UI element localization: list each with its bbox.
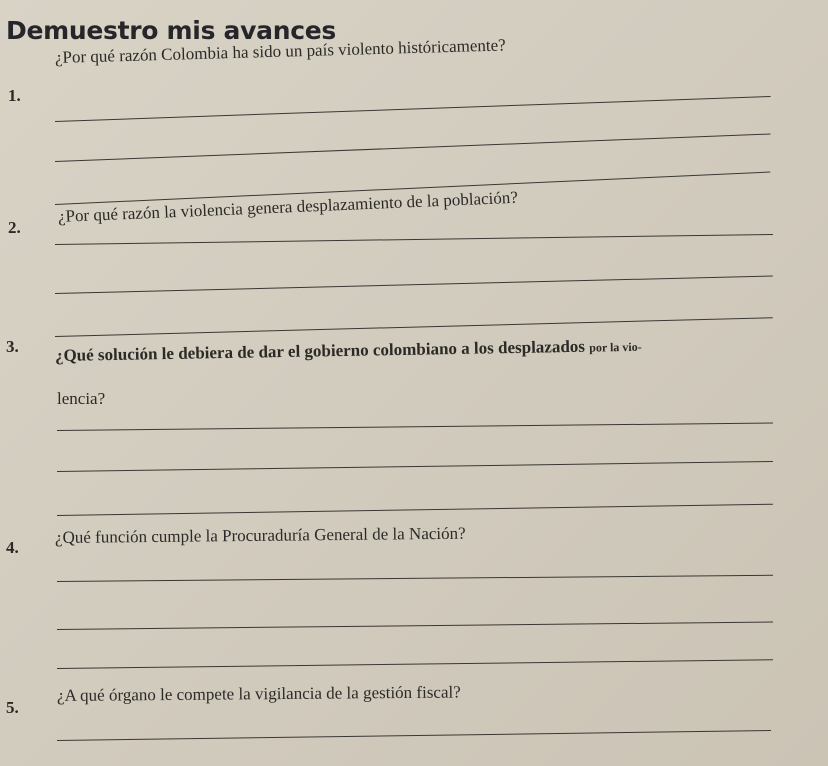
- question-4-number: 4.: [6, 538, 19, 557]
- answer-line[interactable]: [57, 575, 773, 583]
- answer-line[interactable]: [57, 622, 773, 631]
- question-5-number: 5.: [6, 698, 19, 717]
- answer-line[interactable]: [55, 317, 773, 337]
- answer-line[interactable]: [57, 423, 773, 432]
- answer-line[interactable]: [55, 96, 771, 122]
- answer-line[interactable]: [57, 730, 771, 741]
- question-3-text: [55, 336, 642, 366]
- answer-line[interactable]: [55, 275, 773, 294]
- question-1-text: ¿Por qué razón Colombia ha sido un país violento históricamente?: [54, 35, 506, 67]
- answer-line[interactable]: [57, 504, 773, 517]
- question-5-text: ¿A qué órgano le compete la vigilancia de la gestión fiscal?: [56, 682, 461, 705]
- answer-line[interactable]: [55, 134, 771, 163]
- question-2-text: ¿Por qué razón la violencia genera desplazamiento de la población?: [57, 187, 519, 226]
- answer-line[interactable]: [55, 234, 773, 245]
- question-3-text-tail: por la vio-: [589, 339, 642, 355]
- question-4-text: ¿Qué función cumple la Procuraduría General de la Nación?: [54, 523, 466, 547]
- question-3-number: 3.: [6, 337, 19, 356]
- answer-line[interactable]: [57, 461, 773, 472]
- question-1-number: 1.: [8, 86, 21, 105]
- question-3-text-continuation: lencia?: [57, 389, 106, 408]
- question-3-text-line1: ¿Qué solución le debiera de dar el gobierno colombiano a los desplazados: [54, 336, 586, 365]
- answer-line[interactable]: [57, 659, 773, 669]
- page-title: Demuestro mis avances: [6, 16, 336, 45]
- question-2-number: 2.: [8, 218, 21, 237]
